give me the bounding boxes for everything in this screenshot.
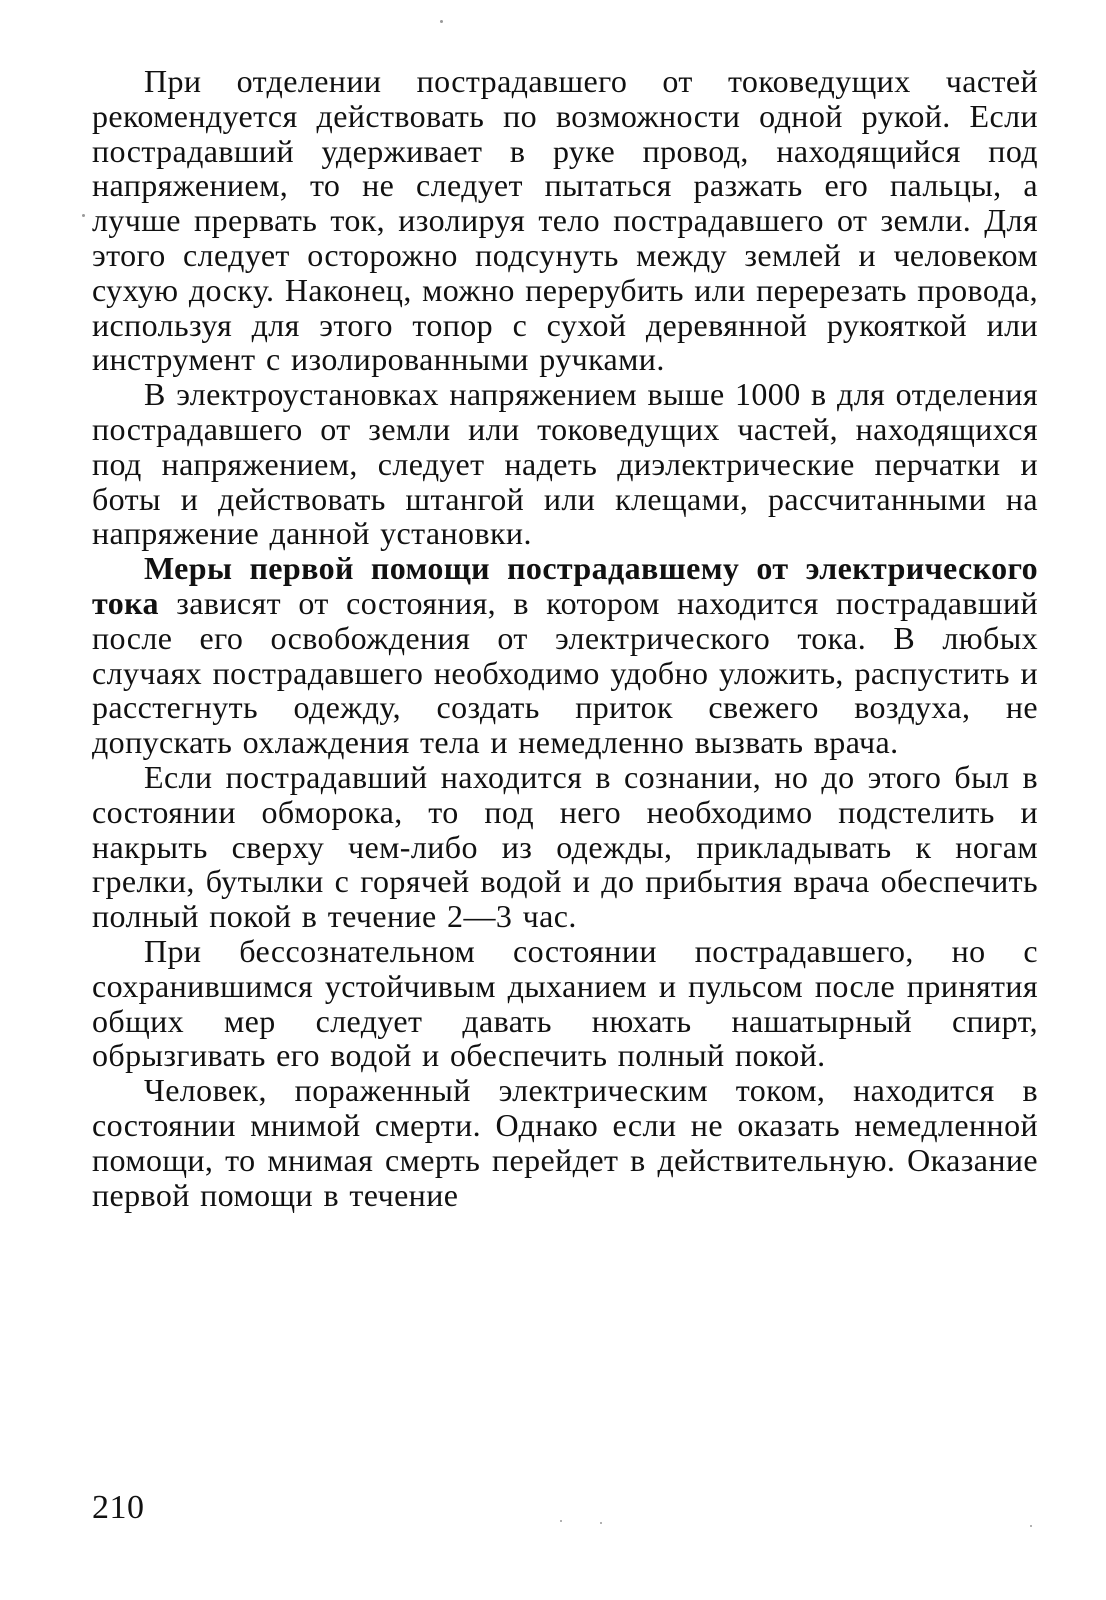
print-speck bbox=[600, 1522, 602, 1524]
paragraph-first-aid-measures bbox=[92, 551, 1038, 760]
paragraph-unconscious-victim bbox=[92, 934, 1038, 1073]
paragraph-text: При отделении пострадавшего от токоведущих частей рекомендуется действовать по возможности одной рукой. Если пострадавший удерживает в руке провод, находящийся под напряжением, то не следует пытаться разжать его пальцы, а лучше прервать ток, изолируя тело пострадавшего от земли. Для этого следует осторожно подсунуть между землей и человеком сухую доску. Наконец, можно перерубить или перерезать провода, используя для этого топор с сухой деревянной рукояткой или инструмент с изолированными ручками. bbox=[92, 63, 1039, 378]
paragraph-text: Человек, пораженный электрическим током, находится в состоянии мнимой смерти. Однако если не оказать немедленной помощи, то мнимая смерть перейдет в действительную. Оказание первой помощи в течение bbox=[92, 1072, 1038, 1213]
print-speck bbox=[82, 214, 85, 217]
body-text bbox=[92, 64, 1038, 1212]
paragraph-text: зависят от состояния, в котором находится пострадавший после его освобождения от электрического тока. В любых случаях пострадавшего необходимо удобно уложить, распустить и расстегнуть одежду, создать приток свежего воздуха, не допускать охлаждения тела и немедленно вызвать врача. bbox=[92, 584, 1038, 761]
paragraph-rescue-one-hand bbox=[92, 64, 1038, 377]
bold-heading-phrase: Меры первой помощи пострадавшему от электрического тока bbox=[92, 550, 1038, 621]
paragraph-apparent-death bbox=[92, 1073, 1038, 1212]
paragraph-high-voltage bbox=[92, 377, 1038, 551]
paragraph-text: Если пострадавший находится в сознании, но до этого был в состоянии обморока, то под него необходимо подстелить и накрыть сверху чем-либо из одежды, прикладывать к ногам грелки, бутылки с горячей водой и до прибытия врача обеспечить полный покой в течение 2—3 час. bbox=[92, 758, 1038, 935]
print-speck bbox=[1030, 1525, 1032, 1527]
print-speck bbox=[440, 20, 443, 23]
paragraph-text: При бессознательном состоянии пострадавшего, но с сохранившимся устойчивым дыханием и пульсом после принятия общих мер следует давать нюхать нашатырный спирт, обрызгивать его водой и обеспечить полный покой. bbox=[92, 932, 1038, 1074]
page-number: 210 bbox=[92, 1489, 145, 1526]
paragraph-text: В электроустановках напряжением выше 1000 в для отделения пострадавшего от земли или токоведущих частей, находящихся под напряжением, следует надеть диэлектрические перчатки и боты и действовать штангой или клещами, рассчитанными на напряжение данной установки. bbox=[92, 376, 1038, 552]
paragraph-conscious-victim bbox=[92, 760, 1038, 934]
print-speck bbox=[560, 1520, 562, 1522]
